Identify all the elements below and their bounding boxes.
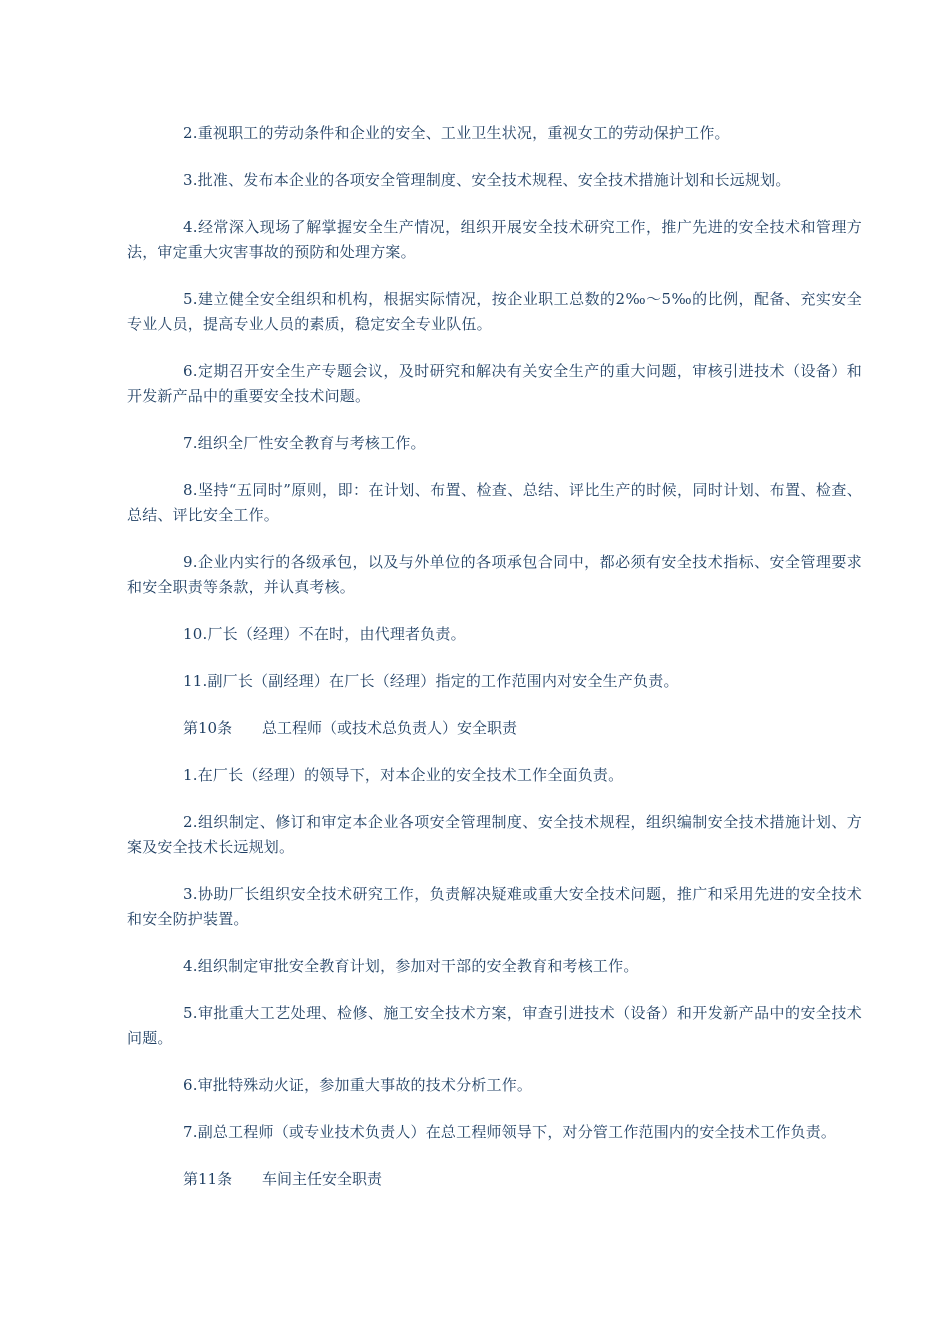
paragraph: 4.经常深入现场了解掌握安全生产情况，组织开展安全技术研究工作，推广先进的安全技术和管理方法，审定重大灾害事故的预防和处理方案。 bbox=[127, 218, 862, 261]
paragraph: 9.企业内实行的各级承包，以及与外单位的各项承包合同中，都必须有安全技术指标、安全管理要求和安全职责等条款，并认真考核。 bbox=[127, 553, 862, 596]
document-body bbox=[127, 121, 862, 1214]
paragraph: 6.定期召开安全生产专题会议，及时研究和解决有关安全生产的重大问题，审核引进技术（设备）和开发新产品中的重要安全技术问题。 bbox=[127, 362, 862, 405]
paragraph: 8.坚持“五同时”原则，即：在计划、布置、检查、总结、评比生产的时候，同时计划、布置、检查、总结、评比安全工作。 bbox=[127, 481, 862, 524]
article-heading bbox=[127, 716, 862, 741]
paragraph: 10.厂长（经理）不在时，由代理者负责。 bbox=[183, 625, 466, 643]
paragraph: 3.批准、发布本企业的各项安全管理制度、安全技术规程、安全技术措施计划和长远规划。 bbox=[183, 171, 791, 189]
paragraph: 1.在厂长（经理）的领导下，对本企业的安全技术工作全面负责。 bbox=[183, 766, 624, 784]
article-number: 第11条 bbox=[183, 1170, 233, 1188]
article-title: 车间主任安全职责 bbox=[262, 1170, 383, 1188]
paragraph: 4.组织制定审批安全教育计划，参加对干部的安全教育和考核工作。 bbox=[183, 957, 639, 975]
paragraph: 11.副厂长（副经理）在厂长（经理）指定的工作范围内对安全生产负责。 bbox=[183, 672, 679, 690]
article-number: 第10条 bbox=[183, 719, 233, 737]
paragraph: 2.组织制定、修订和审定本企业各项安全管理制度、安全技术规程，组织编制安全技术措施计划、方案及安全技术长远规划。 bbox=[127, 813, 862, 856]
paragraph: 7.副总工程师（或专业技术负责人）在总工程师领导下，对分管工作范围内的安全技术工作负责。 bbox=[183, 1123, 837, 1141]
paragraph: 2.重视职工的劳动条件和企业的安全、工业卫生状况，重视女工的劳动保护工作。 bbox=[183, 124, 730, 142]
paragraph: 5.审批重大工艺处理、检修、施工安全技术方案，审查引进技术（设备）和开发新产品中的安全技术问题。 bbox=[127, 1004, 862, 1047]
paragraph: 3.协助厂长组织安全技术研究工作，负责解决疑难或重大安全技术问题，推广和采用先进的安全技术和安全防护装置。 bbox=[127, 885, 862, 928]
article-heading bbox=[127, 1167, 862, 1192]
article-title: 总工程师（或技术总负责人）安全职责 bbox=[262, 719, 518, 737]
paragraph: 7.组织全厂性安全教育与考核工作。 bbox=[183, 434, 426, 452]
paragraph: 5.建立健全安全组织和机构，根据实际情况，按企业职工总数的2‰～5‰的比例，配备、充实安全专业人员，提高专业人员的素质，稳定安全专业队伍。 bbox=[127, 290, 862, 333]
paragraph: 6.审批特殊动火证，参加重大事故的技术分析工作。 bbox=[183, 1076, 533, 1094]
